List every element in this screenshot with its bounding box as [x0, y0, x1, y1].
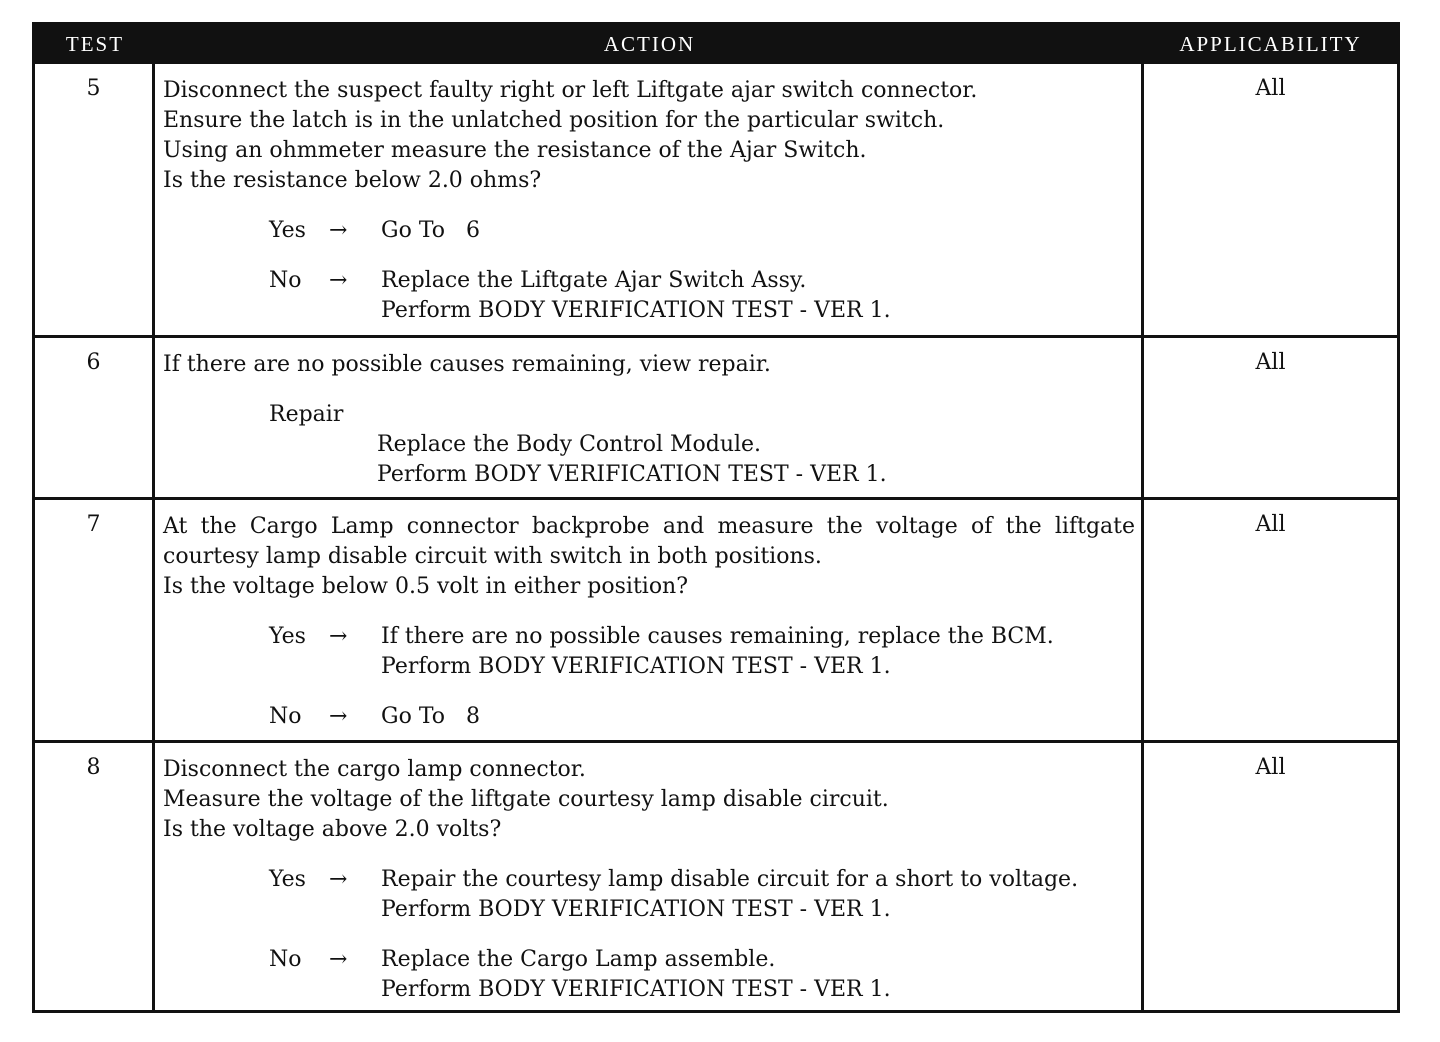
no-label: No: [269, 704, 302, 729]
repair-line: Replace the Body Control Module.: [377, 432, 762, 457]
yes-branch: [163, 622, 1141, 652]
table-row-test-5: [35, 64, 1397, 335]
applicability-cell: All: [1255, 755, 1286, 780]
action-line: Measure the voltage of the liftgate courtesy lamp disable circuit.: [163, 787, 889, 812]
action-line: Using an ohmmeter measure the resistance of the Ajar Switch.: [163, 138, 867, 163]
table-row-test-6: [35, 335, 1397, 497]
header-action: ACTION: [603, 32, 696, 56]
diagnostic-table: [32, 22, 1400, 1013]
repair-line: Perform BODY VERIFICATION TEST - VER 1.: [377, 462, 887, 487]
table-row-test-8: [35, 740, 1397, 1010]
yes-result: Go To 6: [381, 218, 480, 243]
no-result-cont: Perform BODY VERIFICATION TEST - VER 1.: [381, 298, 891, 323]
applicability-cell: All: [1255, 512, 1286, 537]
arrow-right-icon: →: [329, 947, 348, 972]
no-result: Replace the Cargo Lamp assemble.: [381, 947, 776, 972]
yes-label: Yes: [269, 624, 306, 649]
header-applicability: APPLICABILITY: [1179, 32, 1362, 56]
yes-result: Repair the courtesy lamp disable circuit for a short to voltage.: [381, 867, 1079, 892]
action-cell: [155, 500, 1144, 740]
action-line: If there are no possible causes remaining, view repair.: [163, 352, 771, 377]
no-branch: [163, 945, 1141, 975]
test-number: 5: [35, 64, 155, 335]
action-line: Is the voltage below 0.5 volt in either position?: [163, 574, 689, 599]
header-test: TEST: [65, 32, 125, 56]
yes-label: Yes: [269, 867, 306, 892]
action-line: At the Cargo Lamp connector backprobe and measure the voltage of the liftgate: [163, 514, 1135, 539]
no-branch: [163, 266, 1141, 296]
action-line: Is the resistance below 2.0 ohms?: [163, 168, 542, 193]
repair-label: Repair: [269, 402, 344, 427]
action-cell: [155, 743, 1144, 1010]
no-result: Go To 8: [381, 704, 480, 729]
action-line: Ensure the latch is in the unlatched position for the particular switch.: [163, 108, 945, 133]
applicability-cell: All: [1255, 76, 1286, 101]
yes-branch: [163, 216, 1141, 246]
arrow-right-icon: →: [329, 867, 348, 892]
no-result-cont: Perform BODY VERIFICATION TEST - VER 1.: [381, 977, 891, 1002]
action-line: Is the voltage above 2.0 volts?: [163, 817, 502, 842]
action-cell: [155, 338, 1144, 497]
no-result: Replace the Liftgate Ajar Switch Assy.: [381, 268, 807, 293]
yes-branch: [163, 865, 1141, 895]
no-branch: [163, 702, 1141, 732]
action-cell: [155, 64, 1144, 335]
test-number: 7: [35, 500, 155, 740]
arrow-right-icon: →: [329, 704, 348, 729]
no-label: No: [269, 268, 302, 293]
test-number: 6: [35, 338, 155, 497]
arrow-right-icon: →: [329, 218, 348, 243]
repair-branch: [163, 400, 1141, 430]
yes-result-cont: Perform BODY VERIFICATION TEST - VER 1.: [381, 654, 891, 679]
table-header: [35, 25, 1397, 64]
yes-result: If there are no possible causes remaining, replace the BCM.: [381, 624, 1054, 649]
yes-label: Yes: [269, 218, 306, 243]
action-line: Disconnect the suspect faulty right or left Liftgate ajar switch connector.: [163, 78, 978, 103]
applicability-cell: All: [1255, 350, 1286, 375]
table-row-test-7: [35, 497, 1397, 740]
arrow-right-icon: →: [329, 268, 348, 293]
arrow-right-icon: →: [329, 624, 348, 649]
no-label: No: [269, 947, 302, 972]
yes-result-cont: Perform BODY VERIFICATION TEST - VER 1.: [381, 897, 891, 922]
action-line: courtesy lamp disable circuit with switch in both positions.: [163, 544, 822, 569]
test-number: 8: [35, 743, 155, 1010]
action-line: Disconnect the cargo lamp connector.: [163, 757, 586, 782]
